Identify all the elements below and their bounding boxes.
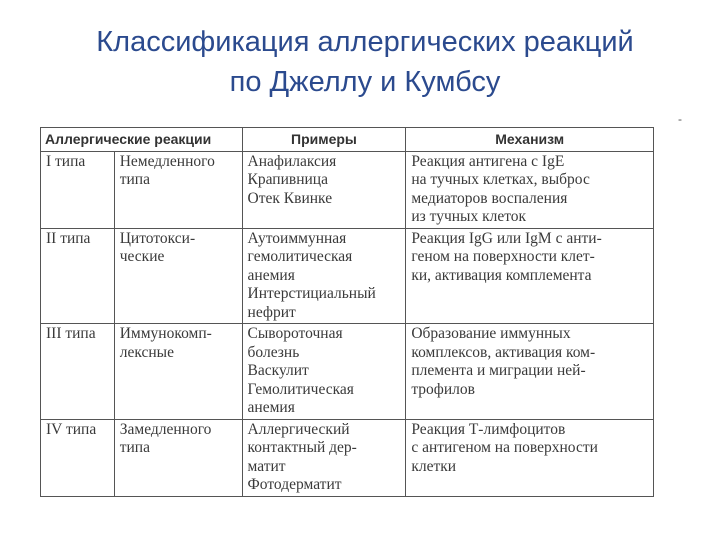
cell-line: клетки xyxy=(411,457,457,475)
cell-line: болезнь xyxy=(247,343,300,361)
cell-line: Немедленного xyxy=(119,152,215,170)
reaction-type-cell: I типа xyxy=(41,151,115,228)
cell-line: Сывороточная xyxy=(247,325,343,342)
cell-line: анемия xyxy=(247,399,295,416)
reaction-name-cell xyxy=(114,151,242,228)
cell-line: Реакция антигена с IgE xyxy=(411,152,565,170)
cell-line: из тучных клеток xyxy=(411,208,527,225)
cell-line: лексные xyxy=(119,343,174,361)
cell-line: Образование иммунных xyxy=(411,325,571,342)
cell-line: нефрит xyxy=(247,303,296,321)
cell-line: с антигеном на поверхности xyxy=(411,439,598,456)
header-examples: Примеры xyxy=(242,128,406,152)
cell-line: Аллергический xyxy=(247,420,350,438)
mechanism-cell xyxy=(406,419,654,496)
corner-mark: - xyxy=(678,112,682,126)
header-mechanism: Механизм xyxy=(406,128,654,152)
cell-line: ческие xyxy=(119,248,165,265)
examples-cell xyxy=(242,151,406,228)
reaction-name-cell xyxy=(114,228,242,324)
cell-line: типа xyxy=(119,171,150,188)
cell-line: Цитотокси- xyxy=(119,229,196,247)
header-allergic-reactions: Аллергические реакции xyxy=(41,128,243,152)
table-row xyxy=(41,324,654,420)
cell-line: типа xyxy=(119,439,150,456)
cell-line: ки, активация комплемента xyxy=(411,266,592,284)
cell-line: матит xyxy=(247,457,286,475)
slide-title-line-1: Классификация аллергических реакций xyxy=(96,26,634,58)
cell-line: контактный дер- xyxy=(247,439,357,456)
table-row xyxy=(41,419,654,496)
cell-line: медиаторов воспаления xyxy=(411,189,568,207)
mechanism-cell xyxy=(406,151,654,228)
cell-line: Интерстициальный xyxy=(247,285,376,302)
table-row xyxy=(41,228,654,324)
mechanism-cell xyxy=(406,324,654,420)
cell-line: Иммунокомп- xyxy=(119,325,212,342)
cell-line: Реакция Т-лимфоцитов xyxy=(411,420,566,438)
slide-title xyxy=(40,22,690,102)
cell-line: трофилов xyxy=(411,380,475,398)
cell-line: племента и миграции ней- xyxy=(411,362,586,379)
cell-line: Замедленного xyxy=(119,420,212,438)
examples-cell xyxy=(242,228,406,324)
cell-line: Отек Квинке xyxy=(247,189,333,207)
table-header-row xyxy=(41,128,654,152)
classification-table xyxy=(40,127,654,497)
cell-line: Анафилаксия xyxy=(247,152,337,170)
reaction-type-cell: II типа xyxy=(41,228,115,324)
reaction-type-cell: IV типа xyxy=(41,419,115,496)
mechanism-cell xyxy=(406,228,654,324)
reaction-type-cell: III типа xyxy=(41,324,115,420)
examples-cell xyxy=(242,324,406,420)
reaction-name-cell xyxy=(114,324,242,420)
cell-line: Реакция IgG или IgM с анти- xyxy=(411,229,602,247)
table-row xyxy=(41,151,654,228)
cell-line: Аутоиммунная xyxy=(247,229,347,247)
cell-line: геном на поверхности клет- xyxy=(411,248,595,265)
slide-title-line-2: по Джеллу и Кумбсу xyxy=(229,66,501,98)
cell-line: комплексов, активация ком- xyxy=(411,343,596,361)
reaction-name-cell xyxy=(114,419,242,496)
cell-line: Крапивница xyxy=(247,171,328,188)
table-body xyxy=(41,151,654,496)
examples-cell xyxy=(242,419,406,496)
cell-line: на тучных клетках, выброс xyxy=(411,171,590,188)
cell-line: Васкулит xyxy=(247,362,309,379)
cell-line: гемолитическая xyxy=(247,248,353,265)
cell-line: Гемолитическая xyxy=(247,380,354,398)
cell-line: Фотодерматит xyxy=(247,476,342,493)
cell-line: анемия xyxy=(247,266,295,284)
